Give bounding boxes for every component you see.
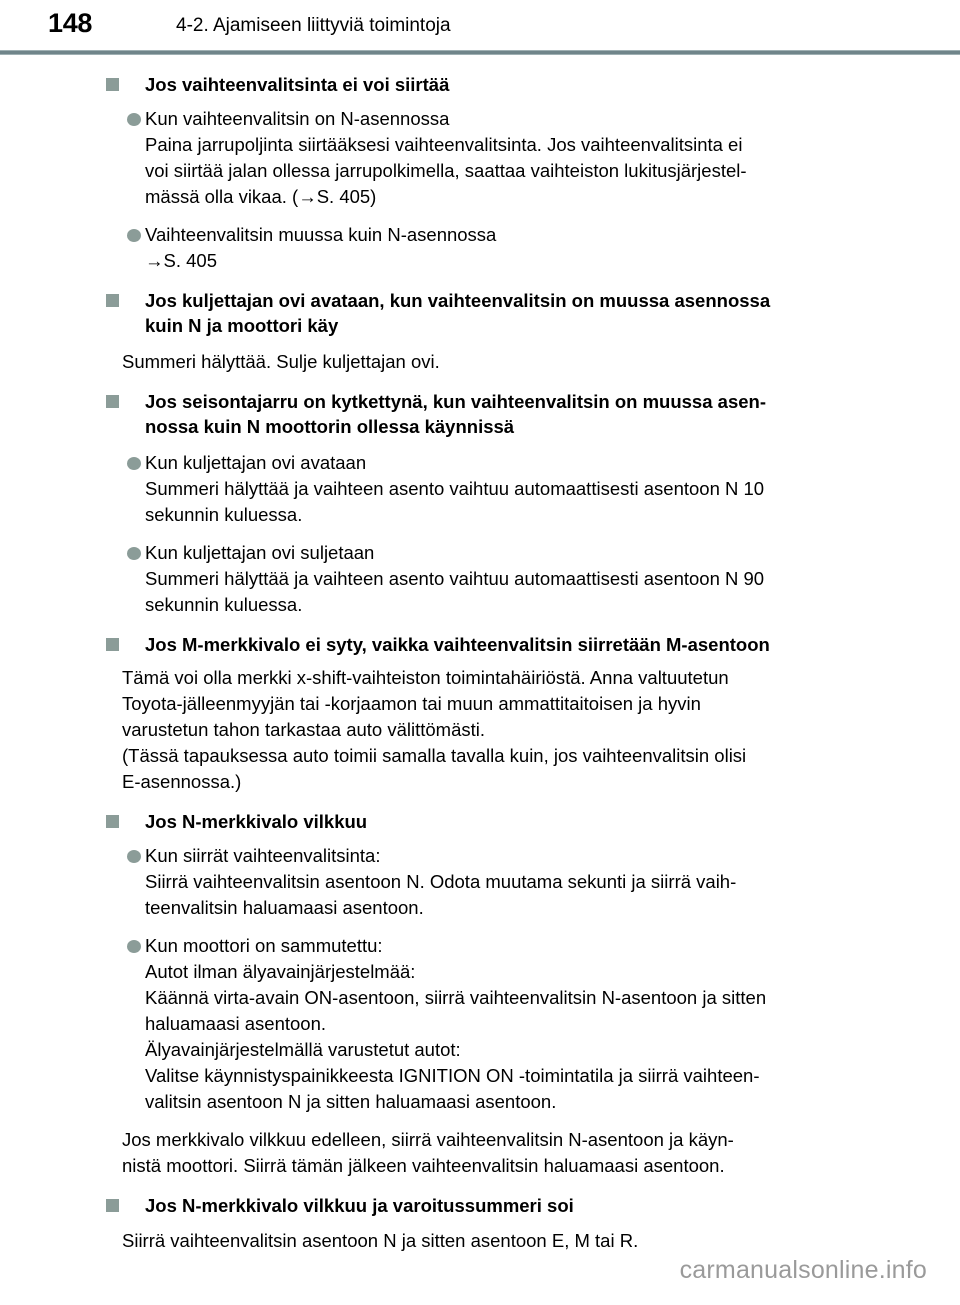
list-item-line: haluamaasi asentoon. <box>145 1012 327 1034</box>
paragraph-line: Jos merkkivalo vilkkuu edelleen, siirrä vaihteenvalitsin N-asentoon ja käyn- <box>122 1128 734 1150</box>
round-bullet-icon <box>127 850 141 863</box>
list-item-line: Siirrä vaihteenvalitsin asentoon N. Odota muutama sekunti ja siirrä vaih- <box>145 870 737 892</box>
paragraph <box>0 665 960 795</box>
section-heading <box>0 72 960 98</box>
list-item-line: Älyavainjärjestelmällä varustetut autot: <box>145 1038 461 1060</box>
site-watermark: carmanualsonline.info <box>679 1256 927 1284</box>
spacer <box>0 1179 960 1193</box>
spacer <box>0 618 960 632</box>
list-item-line: Valitse käynnistyspainikkeesta IGNITION ON -toimintatila ja siirrä vaihteen- <box>145 1064 760 1086</box>
round-bullet-icon <box>127 547 141 560</box>
section-heading-text: Jos M-merkkivalo ei syty, vaikka vaihteenvalitsin siirretään M-asentoon <box>145 633 770 655</box>
list-item-line: sekunnin kuluessa. <box>145 593 303 615</box>
spacer <box>0 1115 960 1127</box>
section-heading <box>0 389 960 440</box>
paragraph-line: varustetun tahon tarkastaa auto välittömästi. <box>122 719 486 740</box>
list-item-line: teenvalitsin haluamaasi asentoon. <box>145 896 424 918</box>
page-header <box>0 0 960 48</box>
square-bullet-icon <box>106 294 119 307</box>
paragraph <box>0 1127 960 1179</box>
section-heading-text: nossa kuin N moottorin ollessa käynnissä <box>145 416 515 437</box>
square-bullet-icon <box>106 78 119 91</box>
list-item-label: Kun kuljettajan ovi suljetaan <box>145 541 375 563</box>
list-item-label: Kun moottori on sammutettu: <box>145 934 383 956</box>
paragraph-line: Summeri hälyttää. Sulje kuljettajan ovi. <box>122 350 440 372</box>
spacer <box>0 375 960 389</box>
section-heading-text: Jos kuljettajan ovi avataan, kun vaihteenvalitsin on muussa asennossa <box>145 289 771 311</box>
document-content <box>0 72 960 1254</box>
spacer <box>0 528 960 540</box>
spacer <box>0 274 960 288</box>
list-item-line: mässä olla vikaa. (→S. 405) <box>145 185 377 207</box>
page-number: 148 <box>48 8 93 38</box>
square-bullet-icon <box>106 395 119 408</box>
paragraph-line: Tämä voi olla merkki x-shift-vaihteiston toimintahäiriöstä. Anna valtuutetun <box>122 667 729 688</box>
round-bullet-icon <box>127 229 141 242</box>
paragraph <box>0 1228 960 1254</box>
section-heading-text: Jos seisontajarru on kytkettynä, kun vaihteenvalitsin on muussa asen- <box>145 390 766 412</box>
header-divider <box>0 50 960 55</box>
section-heading-text: Jos N-merkkivalo vilkkuu ja varoitussummeri soi <box>145 1194 574 1216</box>
paragraph-line: Siirrä vaihteenvalitsin asentoon N ja sitten asentoon E, M tai R. <box>122 1230 639 1251</box>
spacer <box>0 440 960 450</box>
list-item-label: Kun siirrät vaihteenvalitsinta: <box>145 844 381 866</box>
list-item-line: Summeri hälyttää ja vaihteen asento vaihtuu automaattisesti asentoon N 10 <box>145 477 765 499</box>
spacer <box>0 1218 960 1228</box>
round-bullet-icon <box>127 940 141 953</box>
list-item-line: voi siirtää jalan ollessa jarrupolkimella, saattaa vaihteiston lukitusjärjestel- <box>145 159 747 181</box>
list-item-label: Kun kuljettajan ovi avataan <box>145 451 367 473</box>
round-bullet-icon <box>127 457 141 470</box>
paragraph-line: E-asennossa.) <box>122 771 242 792</box>
list-item-line: sekunnin kuluessa. <box>145 503 303 525</box>
paragraph-line: Toyota-jälleenmyyjän tai -korjaamon tai muun ammattitaitoisen ja hyvin <box>122 693 701 714</box>
round-bullet-icon <box>127 113 141 126</box>
paragraph <box>0 349 960 375</box>
paragraph-line: nistä moottori. Siirrä tämän jälkeen vaihteenvalitsin haluamaasi asentoon. <box>122 1154 725 1176</box>
list-item-line: Summeri hälyttää ja vaihteen asento vaihtuu automaattisesti asentoon N 90 <box>145 567 765 589</box>
spacer <box>0 795 960 809</box>
page-title: 4-2. Ajamiseen liittyviä toimintoja <box>176 15 451 36</box>
spacer <box>0 210 960 222</box>
spacer <box>0 835 960 843</box>
section-heading <box>0 632 960 658</box>
list-item <box>0 843 960 921</box>
list-item-line: Autot ilman älyavainjärjestelmää: <box>145 960 416 982</box>
list-item-line: Käännä virta-avain ON-asentoon, siirrä vaihteenvalitsin N-asentoon ja sitten <box>145 986 767 1008</box>
square-bullet-icon <box>106 1199 119 1212</box>
paragraph-line: (Tässä tapauksessa auto toimii samalla tavalla kuin, jos vaihteenvalitsin olisi <box>122 745 747 766</box>
list-item <box>0 540 960 618</box>
list-item <box>0 106 960 210</box>
list-item-label: Vaihteenvalitsin muussa kuin N-asennossa <box>145 223 497 245</box>
spacer <box>0 98 960 106</box>
list-item <box>0 450 960 528</box>
list-item-label: Kun vaihteenvalitsin on N-asennossa <box>145 107 450 129</box>
spacer <box>0 657 960 665</box>
square-bullet-icon <box>106 638 119 651</box>
list-item <box>0 222 960 274</box>
list-item-line: valitsin asentoon N ja sitten haluamaasi asentoon. <box>145 1090 557 1112</box>
list-item-line: Paina jarrupoljinta siirtääksesi vaihteenvalitsinta. Jos vaihteenvalitsinta ei <box>145 133 743 155</box>
section-heading-text: Jos N-merkkivalo vilkkuu <box>145 811 368 832</box>
list-item <box>0 933 960 1115</box>
list-item-line: →S. 405 <box>145 249 217 271</box>
section-heading <box>0 288 960 339</box>
section-heading-text: kuin N ja moottori käy <box>145 315 339 336</box>
section-heading <box>0 1193 960 1219</box>
spacer <box>0 339 960 349</box>
section-heading-text: Jos vaihteenvalitsinta ei voi siirtää <box>145 74 450 95</box>
spacer <box>0 921 960 933</box>
square-bullet-icon <box>106 815 119 828</box>
section-heading <box>0 809 960 835</box>
